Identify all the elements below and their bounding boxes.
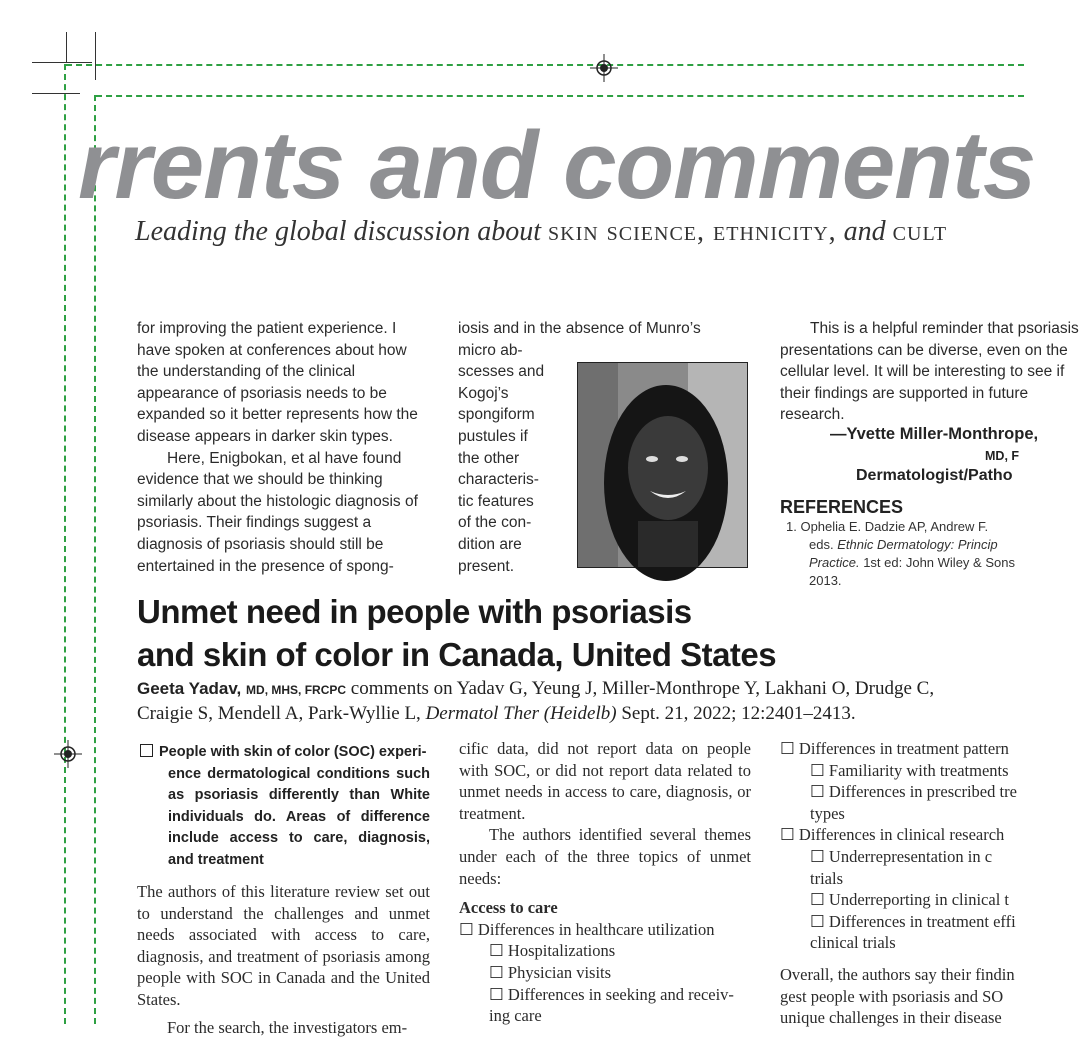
byline-text: Craigie S, Mendell A, Park-Wyllie L,: [137, 703, 421, 724]
paragraph: for improving the patient experience. I have spoken at conferences about how the understanding of the clinical appearance of psoriasis needs to be expanded so it better represents how the disease appears in darker skin types.: [137, 320, 418, 445]
reference-number: 1.: [786, 519, 797, 534]
checklist-item: [459, 1005, 751, 1027]
citation: Sept. 21, 2022; 12:2401–2413.: [621, 703, 856, 724]
checklist-item-label: Differences in healthcare utilization: [477, 919, 715, 939]
checklist-item: [459, 962, 751, 984]
checklist-item: [780, 868, 1080, 890]
column-1-top: [137, 318, 430, 577]
article-headline: [137, 590, 1037, 676]
headline-line: Unmet need in people with psoriasis: [137, 593, 692, 630]
reference-text: 1st ed: John Wiley & Sons: [863, 555, 1015, 570]
text-line: present.: [458, 557, 515, 575]
registration-mark-icon: [590, 54, 618, 82]
checklist-item-label: Physician visits: [507, 962, 612, 982]
tagline-smallcaps-2: cult: [892, 216, 948, 247]
tagline-smallcaps: skin science, ethnicity,: [548, 216, 837, 247]
masthead-title: rrents and comments: [78, 112, 1036, 219]
paragraph: The authors of this literature review set out to understand the challenges and unmet needs associated with access to care, diagnosis, and treatment of psoriasis among people with SOC in Canada and the United States.: [137, 882, 430, 1009]
section-heading: Access to care: [459, 898, 558, 918]
paragraph-text: This is a helpful reminder that psoriasis presentations can be diverse, even on the cellular level. It will be interesting to see if their findings are supported in future research.: [780, 320, 1079, 424]
reference-title: Ethnic Dermatology: Princip: [837, 537, 998, 552]
checklist-item: [780, 803, 1080, 825]
byline-text: comments on Yadav G, Yeung J, Miller-Monthrope Y, Lakhani O, Drudge C,: [350, 678, 935, 699]
checkbox-icon: ☐: [459, 919, 478, 939]
narrow-text: [458, 340, 570, 578]
checklist-item: [459, 940, 751, 962]
text-line: Kogoj’s: [458, 384, 509, 402]
checklist-item-label: Hospitalizations: [507, 941, 616, 961]
guide-line: [64, 64, 66, 1024]
text-line: tic features: [458, 492, 534, 510]
paragraph-line: Overall, the authors say their findin: [780, 964, 1015, 984]
column-2-bottom: [459, 738, 751, 1027]
text-line: of the con-: [458, 514, 532, 532]
checklist-item-label: types: [810, 803, 845, 823]
checklist-item-label: Differences in prescribed tre: [828, 782, 1017, 802]
checklist-item-label: Familiarity with treatments: [828, 760, 1009, 780]
references-heading: REFERENCES: [780, 497, 904, 517]
checklist-item: [780, 781, 1080, 803]
reference-year: 2013.: [809, 573, 842, 588]
checklist-item: [780, 911, 1080, 933]
checklist-item-label: trials: [810, 868, 843, 888]
tagline-italic: Leading the global discussion about: [135, 216, 541, 247]
reference-item: [786, 518, 1046, 590]
guide-line: [94, 95, 96, 1024]
signature-title: Dermatologist/Patho: [856, 467, 1013, 484]
headline-line: and skin of color in Canada, United States: [137, 636, 777, 673]
checklist-item-label: Differences in treatment pattern: [798, 739, 1009, 758]
paragraph-line: unique challenges in their disease: [780, 1008, 1002, 1028]
key-point-text: ence dermatological conditions such as psoriasis differently than White individuals do. Areas of difference include access to care, diagnosis, and treatment: [168, 765, 430, 868]
checklist-item: [780, 932, 1080, 954]
checklist-item: [780, 760, 1080, 782]
journal-name: Dermatol Ther (Heidelb): [425, 703, 617, 724]
paragraph: [780, 318, 1080, 426]
signature-name: —Yvette Miller-Monthrope,: [830, 425, 1039, 443]
crop-mark: [66, 32, 67, 62]
registration-mark-icon: [54, 740, 82, 768]
crop-mark: [95, 32, 96, 80]
text-line: characteris-: [458, 471, 539, 489]
checkbox-icon: ☐: [489, 984, 508, 1004]
paragraph: Here, Enigbokan, et al have found evidence that we should be thinking similarly about the histologic diagnosis of psoriasis. Their findings suggest a diagnosis of psoriasis should still be entertained in the presence of spong-: [137, 449, 418, 575]
checkbox-icon: ☐: [810, 890, 829, 910]
checklist-item: [459, 919, 751, 941]
text-line: spongiform: [458, 406, 535, 424]
key-point-text: People with skin of color (SOC) experi-: [159, 744, 427, 760]
checklist-item-label: Underrepresentation in c: [828, 846, 993, 866]
checkbox-icon: ☐: [810, 846, 829, 866]
checklist-item: [459, 984, 751, 1006]
reference-title: Practice.: [809, 555, 860, 570]
checkbox-icon: ☐: [810, 760, 829, 780]
tagline-and: and: [843, 216, 886, 247]
checklist-item-label: Differences in treatment effi: [828, 911, 1016, 931]
paragraph: For the search, the investigators em-: [167, 1017, 408, 1037]
checklist-item-label: Differences in seeking and receiv-: [507, 984, 734, 1004]
checklist-item: [780, 824, 1080, 846]
column-3-bottom: [780, 738, 1080, 1029]
crop-mark: [32, 93, 80, 94]
checklist-item-label: Underreporting in clinical t: [828, 890, 1009, 910]
checklist: [780, 738, 1080, 954]
key-point: [140, 742, 430, 872]
signature-credentials: MD, F: [985, 449, 1020, 463]
checkbox-icon: ☐: [810, 782, 829, 802]
checklist-item: [780, 889, 1080, 911]
text-line: dition are: [458, 535, 522, 553]
checklist-item: [780, 846, 1080, 868]
checkbox-icon: ☐: [780, 739, 799, 758]
column-3-top: [780, 318, 1080, 426]
paragraph: cific data, did not report data on people with SOC, or did not report data related to unmet needs in access to care, diagnosis, or treatment.: [459, 739, 751, 823]
guide-line: [66, 64, 1024, 66]
checkbox-icon: ☐: [810, 911, 829, 931]
guide-line: [96, 95, 1024, 97]
crop-mark: [32, 62, 92, 63]
author-name: Geeta Yadav,: [137, 679, 242, 698]
text-line: scesses and: [458, 363, 545, 381]
checklist-item-label: ing care: [489, 1006, 542, 1026]
text-line: micro ab-: [458, 341, 523, 359]
checklist-item: [780, 738, 1080, 760]
reference-text: Ophelia E. Dadzie AP, Andrew F.: [800, 519, 989, 534]
text-line: pustules if: [458, 427, 528, 445]
checkbox-icon: ☐: [489, 962, 508, 982]
paragraph-line: iosis and in the absence of Munro’s: [458, 320, 701, 337]
paragraph: The authors identified several themes under each of the three topics of unmet needs:: [459, 825, 751, 888]
checkbox-icon: ☐: [780, 825, 799, 845]
tagline: [135, 216, 947, 248]
text-line: the other: [458, 449, 520, 467]
author-photo: [577, 362, 748, 568]
checkbox-icon: ☐: [489, 941, 508, 961]
checkbox-bullet-icon: [140, 744, 153, 757]
author-credentials: MD, MHS, FRCPC: [246, 683, 347, 697]
checklist-item-label: Differences in clinical research: [798, 825, 1005, 845]
column-1-bottom: [137, 881, 430, 1038]
checklist-item-label: clinical trials: [810, 933, 896, 953]
reference-text: eds.: [809, 537, 834, 552]
paragraph-line: gest people with psoriasis and SO: [780, 986, 1004, 1006]
checklist: [459, 919, 751, 1027]
article-byline: [137, 677, 934, 726]
